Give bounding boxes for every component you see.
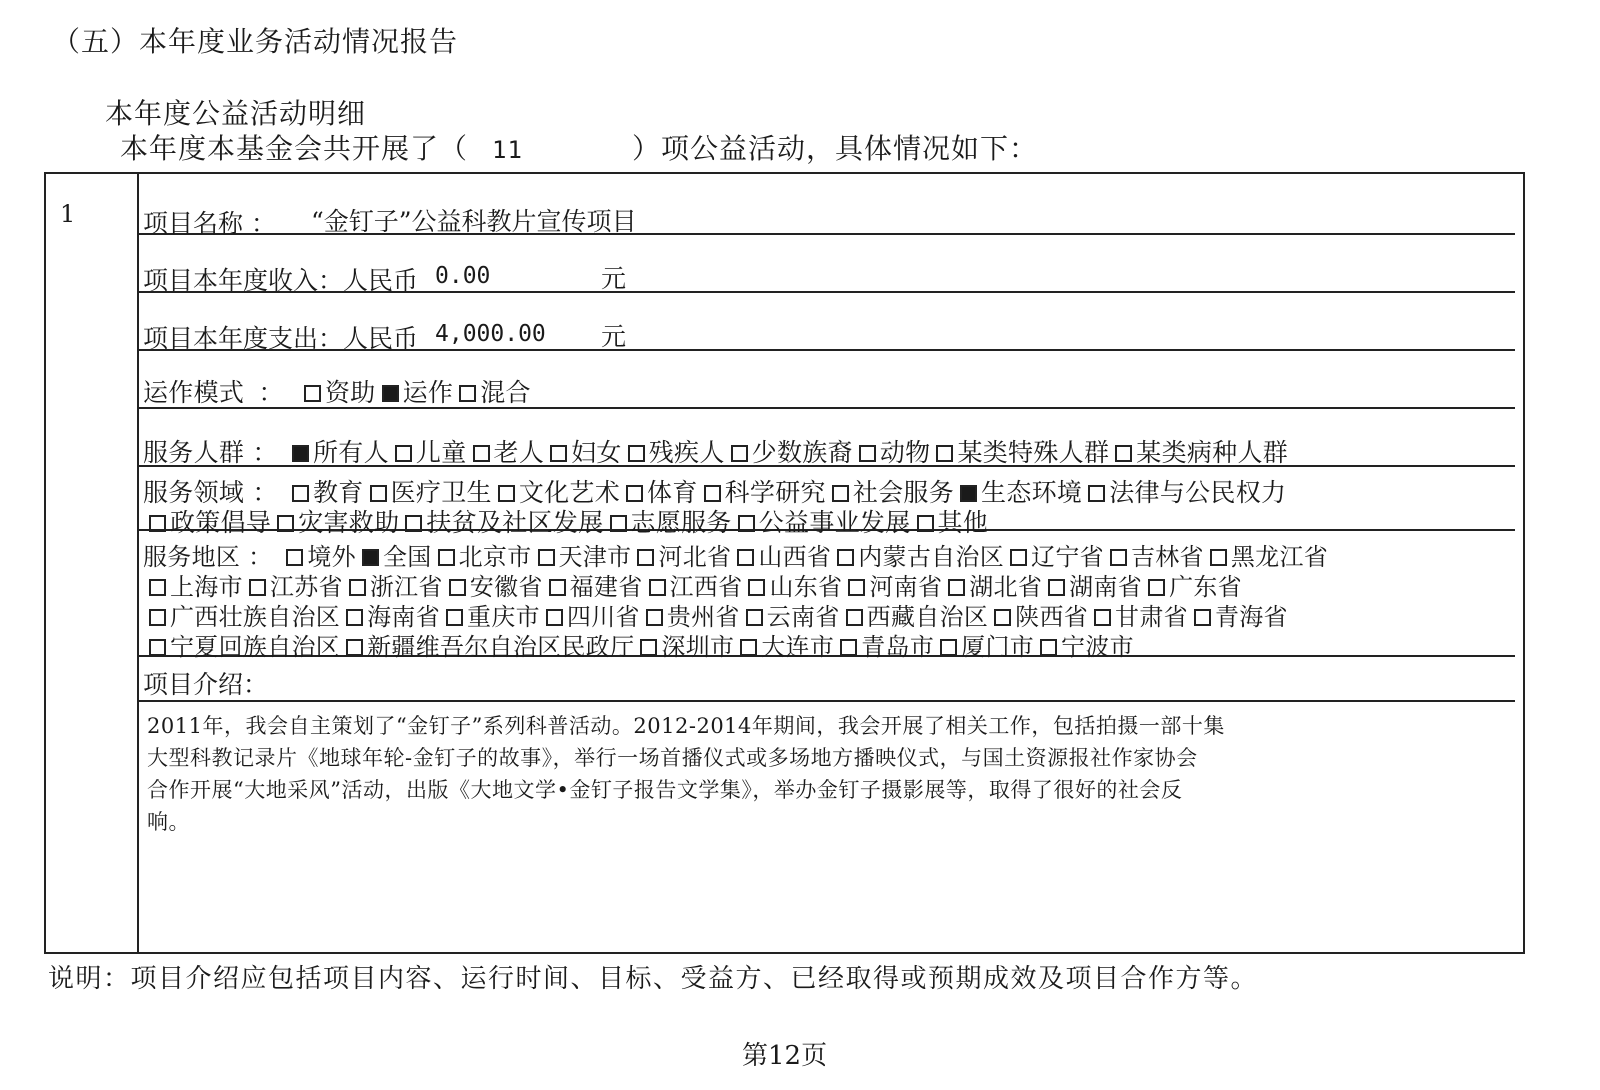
population-options: [286, 438, 1288, 467]
region-option-label: 湖北省: [969, 573, 1043, 601]
region-option-label: 境外: [307, 543, 356, 571]
description-line: 响。: [147, 810, 190, 834]
unchecked-box-icon[interactable]: [994, 609, 1011, 626]
item-index: 1: [60, 200, 76, 228]
region-option-label: 重庆市: [467, 603, 540, 631]
region-option-label: 北京市: [458, 543, 532, 571]
field-option-label: 灾害救助: [298, 508, 400, 537]
expense-value: 4,000.00: [435, 321, 546, 347]
unchecked-box-icon[interactable]: [859, 445, 876, 462]
page-number: 第12页: [742, 1041, 828, 1071]
unchecked-box-icon[interactable]: [149, 579, 166, 596]
unchecked-box-icon[interactable]: [628, 445, 645, 462]
checked-box-icon[interactable]: [292, 445, 309, 462]
unchecked-box-icon[interactable]: [948, 579, 965, 596]
region-label: 服务地区 ：: [143, 543, 273, 571]
checked-box-icon[interactable]: [382, 385, 399, 402]
activity-table: [44, 172, 1525, 954]
unchecked-box-icon[interactable]: [848, 579, 865, 596]
unchecked-box-icon[interactable]: [1010, 549, 1027, 566]
unchecked-box-icon[interactable]: [473, 445, 490, 462]
region-option-label: 广东省: [1169, 573, 1242, 601]
population-option[interactable]: [389, 438, 467, 467]
field-option-label: 医疗卫生: [390, 478, 492, 507]
unchecked-box-icon[interactable]: [405, 515, 422, 532]
field-option-label: 公益事业发展: [758, 508, 911, 537]
region-option-label: 浙江省: [369, 573, 443, 601]
income-value: 0.00: [435, 263, 491, 289]
unchecked-box-icon[interactable]: [349, 579, 366, 596]
mode-option-label: 资助: [325, 378, 376, 407]
region-option-label: 四川省: [566, 603, 640, 631]
region-option-label: 海南省: [367, 603, 441, 631]
region-option-label: 湖南省: [1069, 573, 1143, 601]
expense-row: [139, 293, 1515, 351]
population-option-label: 某类病种人群: [1136, 438, 1289, 467]
unchecked-box-icon[interactable]: [546, 609, 563, 626]
region-option-label: 青岛市: [861, 633, 935, 661]
population-option-label: 残疾人: [648, 438, 725, 467]
mode-label: 运作模式 ：: [143, 378, 284, 407]
region-option-label: 青海省: [1214, 603, 1288, 631]
population-option[interactable]: [930, 438, 1109, 467]
mode-options: [298, 378, 531, 407]
population-option[interactable]: [853, 438, 931, 467]
unchecked-box-icon[interactable]: [538, 549, 555, 566]
mode-option[interactable]: [453, 378, 531, 407]
unchecked-box-icon[interactable]: [1088, 485, 1105, 502]
field-option-label: 教育: [313, 478, 364, 507]
field-option-label: 志愿服务: [630, 508, 732, 537]
subtitle: 本年度公益活动明细: [105, 97, 367, 130]
unchecked-box-icon[interactable]: [1110, 549, 1127, 566]
unchecked-box-icon[interactable]: [346, 639, 363, 656]
region-option-label: 江西省: [669, 573, 743, 601]
region-option-label: 吉林省: [1130, 543, 1204, 571]
region-option-label: 云南省: [766, 603, 840, 631]
field-row: [139, 467, 1515, 537]
region-option-label: 大连市: [761, 633, 835, 661]
region-option[interactable]: [1188, 603, 1288, 631]
population-option-label: 儿童: [415, 438, 467, 467]
unchecked-box-icon[interactable]: [837, 549, 854, 566]
unchecked-box-icon[interactable]: [459, 385, 476, 402]
unchecked-box-icon[interactable]: [1115, 445, 1132, 462]
population-option-label: 动物: [879, 438, 931, 467]
checked-box-icon[interactable]: [362, 549, 379, 566]
region-option-label: 山西省: [758, 543, 832, 571]
unchecked-box-icon[interactable]: [370, 485, 387, 502]
unchecked-box-icon[interactable]: [1148, 579, 1165, 596]
description-label: 项目介绍：: [143, 670, 269, 699]
unchecked-box-icon[interactable]: [449, 579, 466, 596]
field-option-label: 社会服务: [852, 478, 955, 507]
unchecked-box-icon[interactable]: [304, 385, 321, 402]
unchecked-box-icon[interactable]: [646, 609, 663, 626]
field-option-label: 文化艺术: [518, 478, 621, 507]
region-option-label: 甘肃省: [1115, 603, 1188, 631]
region-option-label: 上海市: [170, 573, 243, 601]
unchecked-box-icon[interactable]: [1040, 639, 1057, 656]
field-option-label: 体育: [647, 478, 698, 507]
unchecked-box-icon[interactable]: [610, 515, 627, 532]
intro-prefix: 本年度本基金会共开展了（: [120, 132, 469, 165]
unchecked-box-icon[interactable]: [748, 579, 765, 596]
region-option-label: 河北省: [658, 543, 732, 571]
unchecked-box-icon[interactable]: [550, 445, 567, 462]
unchecked-box-icon[interactable]: [832, 485, 849, 502]
income-label: 项目本年度收入：人民币: [143, 266, 419, 295]
unchecked-box-icon[interactable]: [438, 549, 455, 566]
region-option-label: 厦门市: [961, 633, 1035, 661]
region-option-label: 陕西省: [1015, 603, 1089, 631]
population-option[interactable]: [622, 438, 725, 467]
unchecked-box-icon[interactable]: [249, 579, 266, 596]
description-line: 2011年，我会自主策划了“金钉子”系列科普活动。2012-2014年期间，我会开展了相关工作，包括拍摄一部十集: [147, 714, 1225, 738]
field-option-label: 扶贫及社区发展: [426, 508, 604, 537]
checked-box-icon[interactable]: [960, 485, 977, 502]
field-option-label: 科学研究: [724, 478, 826, 507]
detail-column: [139, 174, 1523, 952]
population-option-label: 少数族裔: [751, 438, 853, 467]
index-column: [46, 174, 139, 952]
region-option-label: 黑龙江省: [1230, 543, 1329, 571]
unchecked-box-icon[interactable]: [626, 485, 643, 502]
unchecked-box-icon[interactable]: [738, 515, 755, 532]
description-row: [139, 702, 1515, 956]
region-option-label: 全国: [382, 543, 432, 571]
activity-count: 11: [492, 136, 523, 164]
description-line: 合作开展“大地采风”活动，出版《大地文学•金钉子报告文学集》，举办金钉子摄影展等，取得了很好的社会反: [147, 778, 1183, 802]
population-option-label: 所有人: [313, 438, 389, 467]
mode-option[interactable]: [298, 378, 376, 407]
unchecked-box-icon[interactable]: [395, 445, 412, 462]
unchecked-box-icon[interactable]: [498, 485, 515, 502]
region-option-label: 河南省: [869, 573, 943, 601]
region-option-label: 安徽省: [469, 573, 543, 601]
unchecked-box-icon[interactable]: [704, 485, 721, 502]
unchecked-box-icon[interactable]: [649, 579, 666, 596]
unchecked-box-icon[interactable]: [746, 609, 763, 626]
field-option-label: 政策倡导: [170, 508, 272, 537]
unchecked-box-icon[interactable]: [149, 639, 166, 656]
region-row: [139, 531, 1515, 661]
population-option[interactable]: [286, 438, 389, 467]
unchecked-box-icon[interactable]: [277, 515, 294, 532]
region-option-label: 深圳市: [661, 633, 735, 661]
unchecked-box-icon[interactable]: [936, 445, 953, 462]
region-option-label: 新疆维吾尔自治区民政厅: [367, 633, 635, 661]
field-label: 服务领域 ：: [143, 478, 278, 507]
unchecked-box-icon[interactable]: [292, 485, 309, 502]
population-label: 服务人群 ：: [143, 438, 278, 467]
mode-option-label: 混合: [480, 378, 531, 407]
section-title: （五）本年度业务活动情况报告: [52, 25, 459, 58]
name-value: “金钉子”公益科教片宣传项目: [311, 207, 637, 236]
field-option-label: 法律与公民权力: [1109, 478, 1287, 507]
field-option-label: 其他: [937, 508, 989, 537]
field-option[interactable]: [1082, 478, 1286, 507]
intro-suffix: ）项公益活动，具体情况如下：: [632, 132, 1039, 165]
description-label-row: [139, 657, 1515, 702]
region-option-label: 山东省: [769, 573, 843, 601]
unchecked-box-icon[interactable]: [840, 639, 857, 656]
unchecked-box-icon[interactable]: [740, 639, 757, 656]
region-option-label: 天津市: [558, 543, 632, 571]
mode-option[interactable]: [376, 378, 454, 407]
unchecked-box-icon[interactable]: [549, 579, 566, 596]
unchecked-box-icon[interactable]: [940, 639, 957, 656]
unchecked-box-icon[interactable]: [731, 445, 748, 462]
region-option-label: 西藏自治区: [866, 603, 989, 631]
unchecked-box-icon[interactable]: [1210, 549, 1227, 566]
population-option-label: 某类特殊人群: [957, 438, 1110, 467]
population-option-label: 妇女: [571, 438, 622, 467]
unchecked-box-icon[interactable]: [637, 549, 654, 566]
unchecked-box-icon[interactable]: [737, 549, 754, 566]
name-label: 项目名称 ：: [143, 209, 276, 238]
unchecked-box-icon[interactable]: [640, 639, 657, 656]
population-option[interactable]: [725, 438, 853, 467]
field-option-label: 生态环境: [981, 478, 1083, 507]
unchecked-box-icon[interactable]: [917, 515, 934, 532]
unchecked-box-icon[interactable]: [149, 609, 166, 626]
mode-row: [139, 351, 1515, 409]
unchecked-box-icon[interactable]: [149, 515, 166, 532]
region-option-label: 江苏省: [269, 573, 343, 601]
unchecked-box-icon[interactable]: [346, 609, 363, 626]
description-text: [147, 710, 1377, 838]
population-option[interactable]: [1109, 438, 1288, 467]
intro-line: [120, 127, 1038, 167]
population-option[interactable]: [467, 438, 545, 467]
unchecked-box-icon[interactable]: [1194, 609, 1211, 626]
region-option-label: 福建省: [569, 573, 643, 601]
population-option[interactable]: [544, 438, 622, 467]
region-option-label: 宁波市: [1061, 633, 1134, 661]
unchecked-box-icon[interactable]: [1094, 609, 1111, 626]
unchecked-box-icon[interactable]: [1048, 579, 1065, 596]
description-line: 大型科教记录片《地球年轮-金钉子的故事》，举行一场首播仪式或多场地方播映仪式，与国土资源报社作家协会: [147, 746, 1198, 770]
region-option-label: 内蒙古自治区: [858, 543, 1005, 571]
unchecked-box-icon[interactable]: [846, 609, 863, 626]
expense-label: 项目本年度支出：人民币: [143, 324, 419, 353]
mode-option-label: 运作: [402, 378, 454, 407]
unchecked-box-icon[interactable]: [286, 549, 303, 566]
population-row: [139, 409, 1515, 467]
region-option-label: 辽宁省: [1031, 543, 1104, 571]
unchecked-box-icon[interactable]: [446, 609, 463, 626]
region-option-label: 宁夏回族自治区: [170, 633, 341, 661]
population-option-label: 老人: [493, 438, 545, 467]
expense-unit: 元: [601, 322, 627, 351]
income-unit: 元: [601, 264, 627, 293]
region-option-label: 贵州省: [666, 603, 740, 631]
footnote: 说明：项目介绍应包括项目内容、运行时间、目标、受益方、已经取得或预期成效及项目合作方等。: [48, 964, 1259, 994]
region-option-label: 广西壮族自治区: [170, 603, 341, 631]
name-row: [139, 174, 1515, 238]
income-row: [139, 235, 1515, 293]
